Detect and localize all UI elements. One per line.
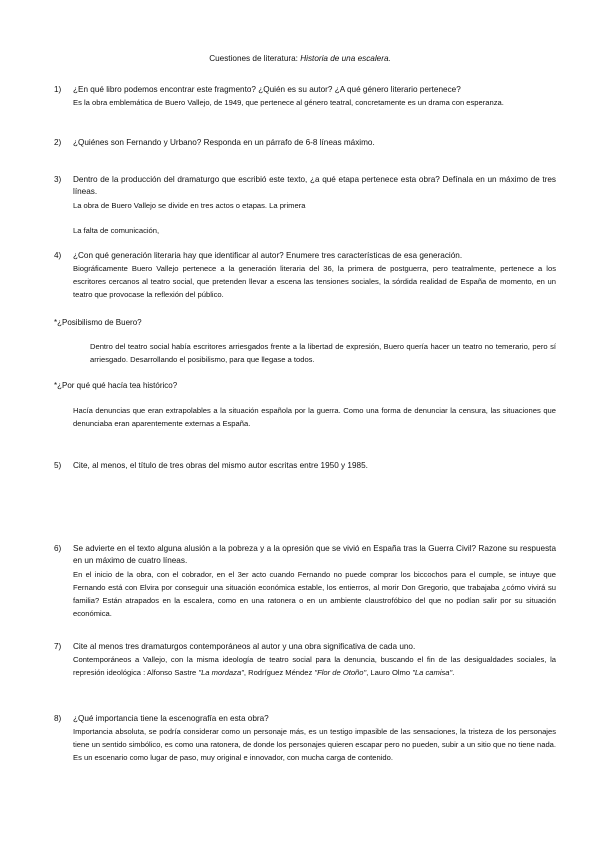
question-number: 7) — [54, 642, 62, 651]
answer-text: Biográficamente Buero Vallejo pertenece a la generación literaria del 36, la primera de postguerra, pero teatralmente, pertenece a los escritores cercanos al teatro social, que pretenden llevar a escena las tensiones sociales, la sórdida realidad de España de momento, en un teatro que provocase la reflexión del público. — [73, 264, 556, 300]
question-number: 6) — [54, 544, 62, 553]
question-number: 1) — [54, 85, 62, 94]
page-title — [0, 54, 600, 63]
subquestion-posibilismo-answer: Dentro del teatro social había escritores arriesgados frente a la libertad de expresión, Buero quería hacer un teatro no temerario, pero sí arriesgado. Desarrollando el posibilismo, para que llegase a todos. — [90, 342, 556, 364]
question-2 — [54, 137, 556, 149]
question-8 — [54, 713, 556, 764]
question-number: 3) — [54, 175, 62, 184]
question-4 — [54, 250, 556, 301]
question-text: ¿Qué importancia tiene la escenografía en esta obra? — [73, 714, 269, 723]
question-number: 8) — [54, 714, 62, 723]
answer-segment: , Lauro Olmo — [366, 668, 413, 678]
work-title: "La camisa" — [412, 668, 453, 678]
title-main: Cuestiones de literatura: — [209, 54, 298, 63]
work-title: "Flor de Otoño" — [314, 668, 367, 678]
question-text: ¿En qué libro podemos encontrar este fragmento? ¿Quién es su autor? ¿A qué género literario pertenece? — [73, 85, 461, 94]
question-6 — [54, 543, 556, 620]
answer-segment: . — [452, 668, 455, 678]
question-text: ¿Quiénes son Fernando y Urbano? Responda en un párrafo de 6-8 líneas máximo. — [73, 138, 375, 147]
subquestion-posibilismo-heading: *¿Posibilismo de Buero? — [54, 318, 142, 327]
question-text: Cite, al menos, el título de tres obras del mismo autor escritas entre 1950 y 1985. — [73, 461, 368, 470]
question-number: 2) — [54, 138, 62, 147]
question-1 — [54, 84, 556, 109]
question-number: 5) — [54, 461, 62, 470]
question-7 — [54, 641, 556, 679]
question-3 — [54, 174, 556, 237]
answer-text: En el inicio de la obra, con el cobrador, en el 3er acto cuando Fernando no puede comprar los biccochos para el cumple, se intuye que Fernando está con Elvira por conseguir una situación económica estable, los entierros, al morir Don Gregorio, que trabajaba ¿cómo vivirá su familia? Están atrapados en la escalera, como en una ratonera o en un ambiente claustrofóbico del que no podían salir por su situación económica. — [73, 569, 556, 618]
answer-extra: La falta de comunicación, — [73, 225, 160, 235]
question-text: Dentro de la producción del dramaturgo que escribió este texto, ¿a qué etapa pertenece esta obra? Defínala en un máximo de tres líneas. — [73, 175, 556, 197]
answer-text — [73, 653, 556, 679]
work-title: "La mordaza" — [198, 668, 244, 678]
answer-text: La obra de Buero Vallejo se divide en tres actos o etapas. La primera — [73, 200, 306, 210]
answer-text: Importancia absoluta, se podría considerar como un personaje más, es un testigo impasible de las sensaciones, la tristeza de los personajes tiene un sentido simbólico, es como una ratonera, de donde los personajes quieren escapar pero no pueden, subir a un sitio que no tiene nada. Es un escenario como lugar de paso, muy original e innovador, con mucha carga de contenido. — [73, 727, 556, 763]
question-text: Cite al menos tres dramaturgos contemporáneos al autor y una obra significativa de cada uno. — [73, 642, 416, 651]
question-text: ¿Con qué generación literaria hay que identificar al autor? Enumere tres características de esa generación. — [73, 251, 463, 260]
question-number: 4) — [54, 251, 62, 260]
question-text: Se advierte en el texto alguna alusión a la pobreza y a la opresión que se vivió en España tras la Guerra Civil? Razone su respuesta en un máximo de cuatro líneas. — [73, 544, 556, 566]
subquestion-historico-heading: *¿Por qué qué hacía tea histórico? — [54, 381, 178, 390]
title-work: Historia de una escalera. — [300, 54, 391, 63]
subquestion-historico-answer: Hacía denuncias que eran extrapolables a la situación española por la guerra. Como una forma de denunciar la censura, las situaciones que denunciaba eran aparentemente externas a España. — [73, 406, 556, 428]
question-5 — [54, 460, 556, 472]
answer-text: Es la obra emblemática de Buero Vallejo, de 1949, que pertenece al género teatral, concretamente es un drama con esperanza. — [73, 98, 504, 108]
answer-segment: , Rodríguez Méndez — [243, 668, 315, 678]
answer-segment: Contemporáneos a Vallejo, con la misma ideología de teatro social para la denuncia, buscando el fin de las desigualdades sociales, la represión ideológica : Alfonso Sastre — [73, 655, 556, 678]
